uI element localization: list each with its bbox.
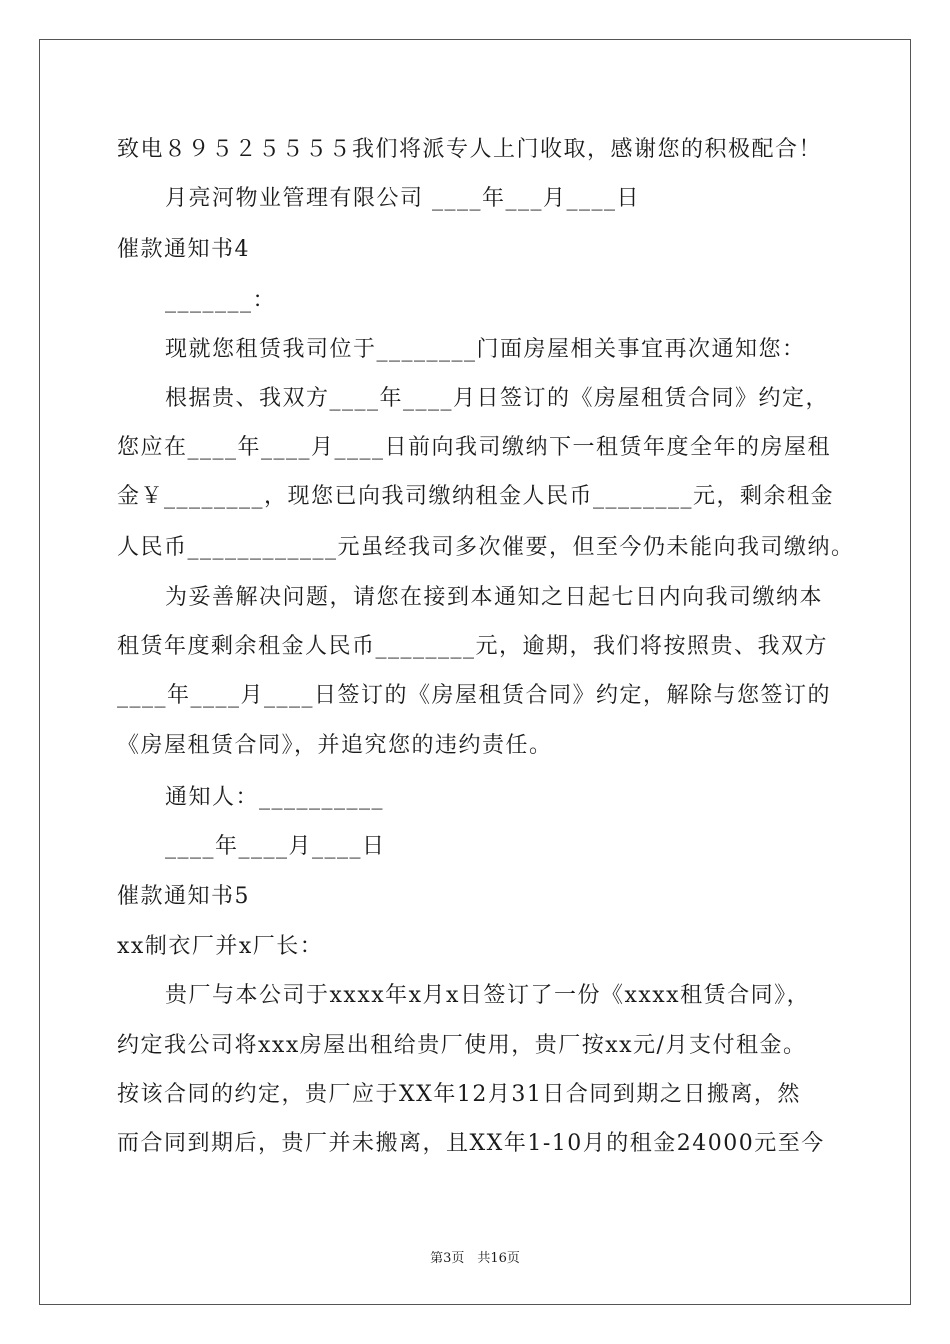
salutation-line: _______： — [165, 288, 277, 313]
body-line: 人民币____________元虽经我司多次催要，但至今仍未能向我司缴纳。 — [117, 535, 855, 560]
body-line: 约定我公司将xxx房屋出租给贵厂使用，贵厂按xx元/月支付租金。 — [117, 1033, 807, 1058]
body-line: 金￥________，现您已向我司缴纳租金人民币________元，剩余租金 — [117, 484, 835, 509]
signature-line: 月亮河物业管理有限公司 ____年___月____日 — [165, 186, 640, 211]
page-frame — [39, 39, 911, 1305]
body-line: 租赁年度剩余租金人民币________元，逾期，我们将按照贵、我双方 — [117, 634, 829, 659]
page-number: 第3页 共16页 — [430, 1251, 520, 1266]
body-line: 贵厂与本公司于xxxx年x月x日签订了一份《xxxx租赁合同》， — [165, 983, 811, 1008]
body-line: 您应在____年____月____日前向我司缴纳下一租赁年度全年的房屋租 — [117, 435, 832, 460]
body-line: ____年____月____日签订的《房屋租赁合同》约定，解除与您签订的 — [117, 683, 832, 708]
body-line: 按该合同的约定，贵厂应于XX年12月31日合同到期之日搬离，然 — [117, 1082, 801, 1107]
section-heading: 催款通知书5 — [117, 884, 250, 909]
body-line: 为妥善解决问题，请您在接到本通知之日起七日内向我司缴纳本 — [165, 585, 824, 610]
date-line: ____年____月____日 — [165, 834, 386, 859]
body-line: 根据贵、我双方____年____月日签订的《房屋租赁合同》约定， — [165, 386, 830, 411]
body-line: 而合同到期后，贵厂并未搬离，且XX年1-10月的租金24000元至今 — [117, 1131, 825, 1156]
body-line: 现就您租赁我司位于________门面房屋相关事宜再次通知您： — [165, 337, 806, 362]
salutation-line: xx制衣厂并x厂长： — [117, 934, 324, 959]
body-line: 致电８９５２５５５５我们将派专人上门收取，感谢您的积极配合！ — [117, 137, 823, 162]
section-heading: 催款通知书4 — [117, 237, 250, 262]
body-line: 《房屋租赁合同》，并追究您的违约责任。 — [117, 733, 553, 758]
notifier-line: 通知人：__________ — [165, 785, 385, 810]
